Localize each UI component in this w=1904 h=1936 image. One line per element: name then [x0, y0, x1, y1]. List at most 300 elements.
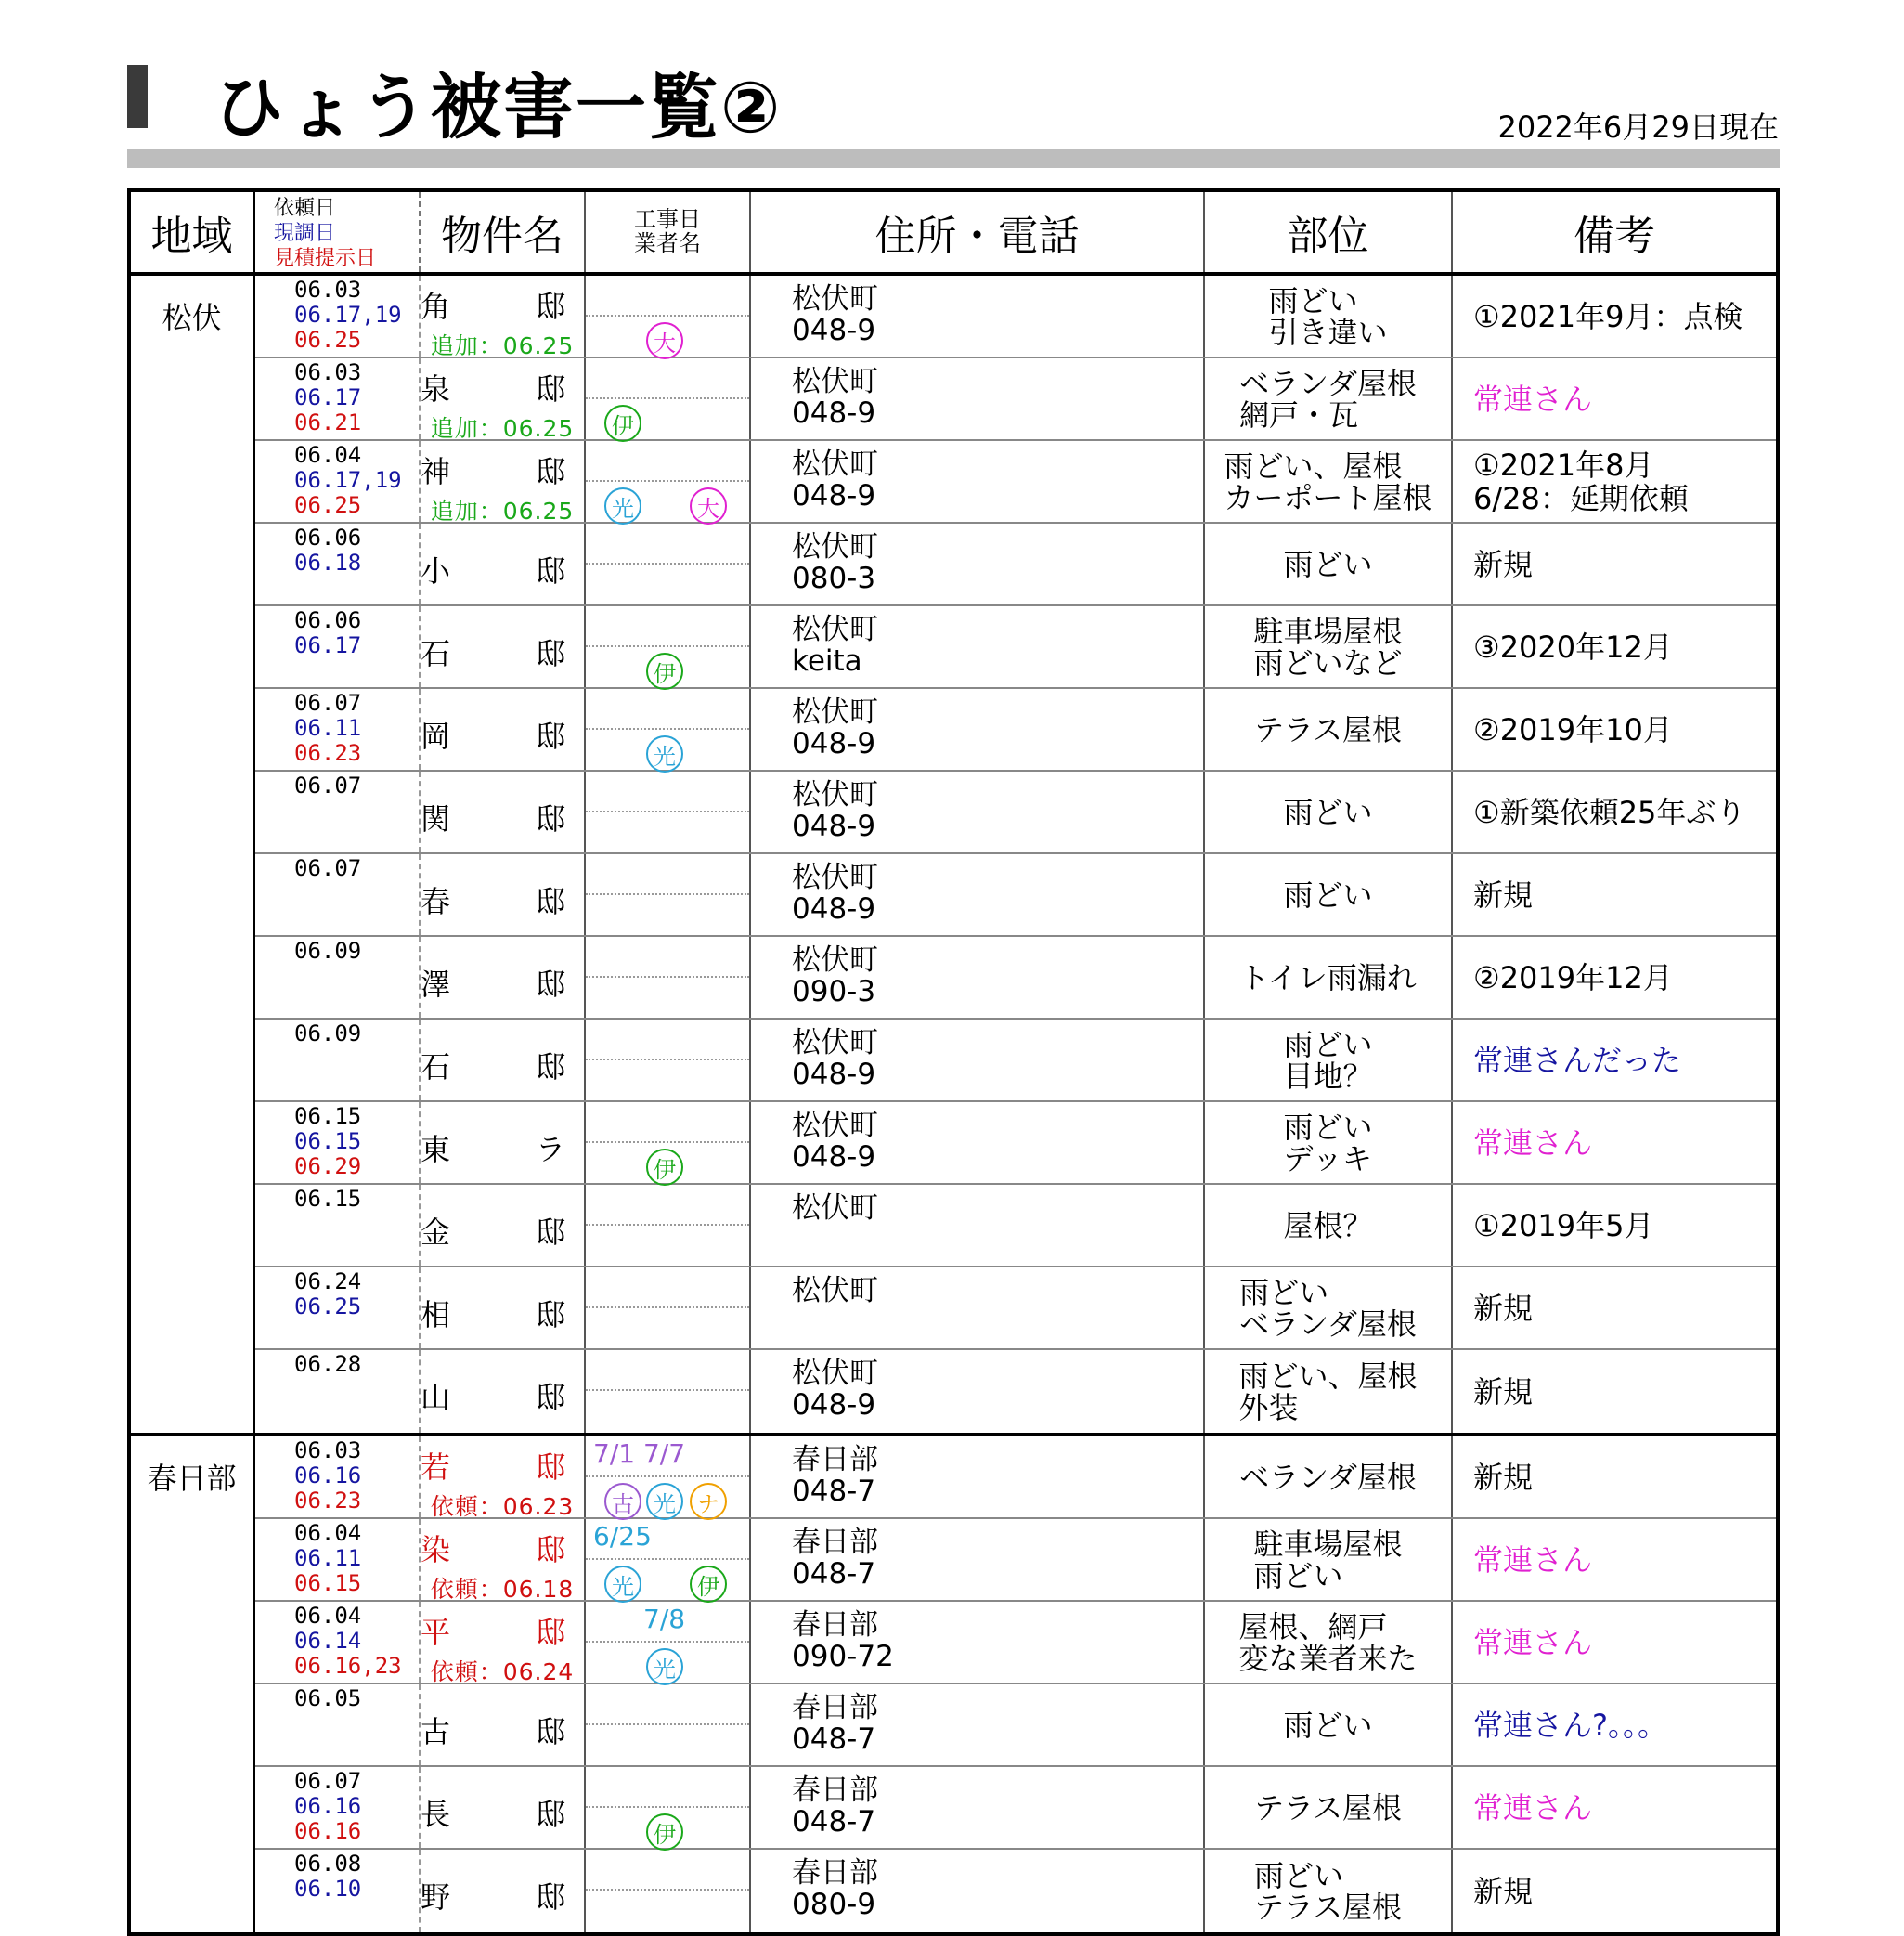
property-cell [421, 772, 594, 852]
part-cell [1205, 524, 1453, 604]
phone: 090-3 [792, 975, 876, 1008]
address-cell [751, 1185, 1205, 1266]
property-name: 小 邸 [421, 553, 594, 589]
property-cell [421, 1185, 594, 1266]
address-cell [751, 441, 1205, 522]
note-cell: ①2019年5月 [1473, 1207, 1654, 1243]
address-cell [751, 1267, 1205, 1348]
property-name: 野 邸 [421, 1879, 594, 1915]
request-date: 06.07 [294, 690, 362, 716]
date-cell [255, 524, 421, 604]
damaged-part: 雨どい、屋根 外装 [1238, 1358, 1418, 1425]
request-date: 06.04 [294, 1603, 362, 1629]
request-date: 06.06 [294, 525, 362, 551]
property-cell [421, 689, 594, 770]
table-row [255, 854, 1776, 937]
work-divider [586, 645, 749, 647]
property-name: 長 邸 [421, 1797, 594, 1832]
survey-date: 06.17,19 [294, 467, 402, 493]
table-row [255, 276, 1776, 358]
phone: 048-9 [792, 1388, 876, 1422]
property-subnote: 追加：06.25 [430, 498, 575, 525]
work-cell [586, 606, 751, 687]
address-cell [751, 1602, 1205, 1683]
note-cell: 新規 [1473, 1873, 1534, 1909]
property-name: 岡 邸 [421, 719, 594, 754]
survey-date: 06.11 [294, 1545, 362, 1571]
contractor-seals [586, 1066, 749, 1101]
damaged-part: 雨どい [1283, 1707, 1373, 1743]
request-date: 06.03 [294, 1437, 362, 1463]
table-row [255, 1767, 1776, 1850]
date-cell [255, 1267, 421, 1348]
part-cell [1205, 1102, 1453, 1183]
survey-date: 06.14 [294, 1628, 362, 1654]
address: 松伏町 [792, 1109, 878, 1142]
contractor-seal-icon: 光 [646, 1483, 683, 1520]
property-name: 神 邸 [421, 454, 594, 489]
contractor-seals [586, 1813, 749, 1849]
work-cell [586, 441, 751, 522]
estimate-date: 06.15 [294, 1570, 362, 1596]
area-rows [255, 276, 1776, 1433]
request-date: 06.03 [294, 359, 362, 385]
survey-date: 06.11 [294, 715, 362, 741]
property-subnote: 追加：06.25 [430, 415, 575, 442]
work-divider [586, 1723, 749, 1725]
work-cell [586, 772, 751, 852]
address-cell [751, 1020, 1205, 1100]
part-cell [1205, 854, 1453, 935]
note-cell: ②2019年10月 [1473, 711, 1673, 747]
table-row [255, 689, 1776, 772]
contractor-seal-icon: 光 [646, 1648, 683, 1685]
damaged-part: ベランダ屋根 [1239, 1459, 1417, 1495]
work-cell [586, 1684, 751, 1765]
address: 松伏町 [792, 1191, 878, 1225]
address: 松伏町 [792, 943, 878, 977]
address: 松伏町 [792, 530, 878, 564]
note-cell: ①2021年9月：点検 [1473, 298, 1743, 334]
estimate-date: 06.21 [294, 409, 362, 435]
work-cell [586, 937, 751, 1018]
date-cell [255, 1185, 421, 1266]
table-header [131, 192, 1776, 276]
as-of-date: 2022年6月29日現在 [1497, 110, 1779, 145]
contractor-seals [586, 405, 749, 440]
part-cell [1205, 1185, 1453, 1266]
table-row [255, 1436, 1776, 1519]
part-cell [1205, 1767, 1453, 1848]
contractor-seals [586, 322, 749, 357]
part-cell [1205, 1020, 1453, 1100]
contractor-seal-icon: 伊 [646, 1813, 683, 1851]
part-cell [1205, 772, 1453, 852]
survey-date: 06.17,19 [294, 302, 402, 328]
contractor-seal-icon: 大 [690, 487, 727, 525]
contractor-seals [586, 1566, 749, 1601]
contractor-seals [586, 983, 749, 1019]
header-part: 部位 [1205, 192, 1453, 272]
work-divider [586, 728, 749, 730]
table-row [255, 1267, 1776, 1350]
estimate-date: 06.23 [294, 740, 362, 766]
contractor-seals [586, 487, 749, 523]
phone: 048-7 [792, 1557, 876, 1591]
survey-date: 06.16 [294, 1462, 362, 1488]
property-cell [421, 1767, 594, 1848]
work-divider [586, 1059, 749, 1060]
work-cell [586, 358, 751, 439]
area-section [131, 276, 1776, 1436]
header-work-date: 工事日 [634, 206, 701, 232]
note-cell: 常連さん [1473, 1124, 1593, 1161]
request-date: 06.24 [294, 1268, 362, 1294]
date-cell [255, 1684, 421, 1765]
property-name: 角 邸 [421, 289, 594, 324]
estimate-date: 06.29 [294, 1153, 362, 1179]
work-cell [586, 1267, 751, 1348]
phone: 080-9 [792, 1888, 876, 1921]
date-cell [255, 1436, 421, 1517]
property-cell [421, 606, 594, 687]
note-cell: 常連さん [1473, 1624, 1593, 1660]
damaged-part: 雨どい [1283, 546, 1373, 582]
header-work [586, 192, 751, 272]
estimate-date: 06.25 [294, 492, 362, 518]
survey-date: 06.10 [294, 1876, 362, 1902]
damaged-part: 雨どい [1283, 794, 1373, 830]
date-cell [255, 276, 421, 357]
address: 春日部 [792, 1856, 878, 1890]
note-cell: 新規 [1473, 877, 1534, 913]
date-cell [255, 1102, 421, 1183]
address: 松伏町 [792, 1274, 878, 1307]
property-name: 関 邸 [421, 801, 594, 837]
property-name: 石 邸 [421, 636, 594, 671]
part-cell [1205, 358, 1453, 439]
address: 松伏町 [792, 861, 878, 894]
table-row [255, 358, 1776, 441]
address-cell [751, 606, 1205, 687]
address: 春日部 [792, 1526, 878, 1559]
note-cell: ①新築依頼25年ぶり [1473, 794, 1746, 830]
work-divider [586, 315, 749, 317]
address: 春日部 [792, 1443, 878, 1476]
address: 春日部 [792, 1608, 878, 1642]
property-cell [421, 1602, 594, 1685]
contractor-seal-icon: 伊 [646, 1149, 683, 1186]
survey-date: 06.15 [294, 1128, 362, 1154]
contractor-seal-icon: ナ [690, 1483, 727, 1520]
estimate-date: 06.25 [294, 327, 362, 353]
address-cell [751, 854, 1205, 935]
property-name: 澤 邸 [421, 967, 594, 1002]
work-divider [586, 976, 749, 978]
damaged-part: 屋根、網戸 変な業者来た [1238, 1608, 1418, 1676]
contractor-seal-icon: 光 [604, 1566, 641, 1603]
work-cell [586, 1185, 751, 1266]
address-cell [751, 1850, 1205, 1932]
damaged-part: テラス屋根 [1253, 1789, 1403, 1826]
contractor-seals [586, 1314, 749, 1349]
table-row [255, 937, 1776, 1020]
work-cell [586, 1436, 751, 1517]
contractor-seals [586, 1149, 749, 1184]
address: 松伏町 [792, 778, 878, 812]
work-divider [586, 893, 749, 895]
area-label: 松伏 [131, 276, 255, 1433]
address-cell [751, 1102, 1205, 1183]
work-divider [586, 1389, 749, 1391]
header-property: 物件名 [421, 192, 586, 272]
address: 春日部 [792, 1774, 878, 1807]
note-cell: 常連さん [1473, 1789, 1593, 1826]
request-date: 06.15 [294, 1103, 362, 1129]
page-title: ひょう被害一覧② [214, 66, 783, 149]
work-cell [586, 1020, 751, 1100]
work-divider [586, 480, 749, 482]
damage-table [127, 188, 1780, 1936]
date-cell [255, 1767, 421, 1848]
address: 松伏町 [792, 695, 878, 729]
date-cell [255, 358, 421, 439]
survey-date: 06.17 [294, 632, 362, 658]
table-row [255, 772, 1776, 854]
phone: 048-9 [792, 396, 876, 430]
damaged-part: テラス屋根 [1253, 711, 1403, 747]
date-cell [255, 1519, 421, 1600]
address-cell [751, 689, 1205, 770]
address: 松伏町 [792, 613, 878, 646]
table-row [255, 1602, 1776, 1684]
phone: 080-3 [792, 562, 876, 595]
part-cell [1205, 1684, 1453, 1765]
phone: 048-7 [792, 1805, 876, 1839]
phone: 048-9 [792, 314, 876, 347]
property-cell [421, 1102, 594, 1183]
survey-date: 06.16 [294, 1793, 362, 1819]
part-cell [1205, 1519, 1453, 1600]
header-dates [255, 192, 421, 272]
phone: 048-9 [792, 892, 876, 926]
contractor-seal-icon: 光 [646, 735, 683, 773]
header-note: 備考 [1574, 213, 1655, 260]
title-rule [127, 149, 1780, 168]
property-cell [421, 524, 594, 604]
contractor-seals [586, 1648, 749, 1683]
property-cell [421, 1519, 594, 1603]
contractor-seals [586, 1731, 749, 1766]
work-divider [586, 1306, 749, 1308]
table-row [255, 1350, 1776, 1433]
date-cell [255, 689, 421, 770]
note-cell: 常連さん [1473, 1541, 1593, 1578]
contractor-seal-icon: 伊 [646, 653, 683, 690]
work-divider [586, 1224, 749, 1226]
damaged-part: 雨どい [1283, 877, 1373, 913]
header-area: 地域 [131, 192, 255, 272]
table-body [131, 276, 1776, 1936]
damaged-part: トイレ雨漏れ [1239, 959, 1417, 995]
contractor-seal-icon: 伊 [604, 405, 641, 442]
address: 春日部 [792, 1691, 878, 1724]
address: 松伏町 [792, 448, 878, 481]
address: 松伏町 [792, 1026, 878, 1059]
damaged-part: 雨どい デッキ [1283, 1109, 1373, 1176]
phone: 048-9 [792, 810, 876, 843]
request-date: 06.07 [294, 1768, 362, 1794]
phone: 048-9 [792, 1140, 876, 1174]
request-date: 06.07 [294, 855, 362, 881]
note-cell: ①2021年8月 6/28：延期依頼 [1473, 447, 1689, 516]
contractor-seals [586, 901, 749, 936]
contractor-seals [586, 818, 749, 853]
phone: 090-72 [792, 1640, 894, 1673]
estimate-date: 06.16,23 [294, 1653, 402, 1679]
request-date: 06.06 [294, 607, 362, 633]
table-row [255, 1850, 1776, 1932]
note-cell: 新規 [1473, 1290, 1534, 1326]
survey-date: 06.18 [294, 550, 362, 576]
work-divider [586, 397, 749, 399]
property-name: 石 邸 [421, 1049, 594, 1085]
work-cell [586, 1602, 751, 1683]
note-cell: ②2019年12月 [1473, 959, 1673, 995]
request-date: 06.07 [294, 773, 362, 799]
contractor-seals [586, 735, 749, 771]
part-cell [1205, 689, 1453, 770]
request-date: 06.03 [294, 277, 362, 303]
property-cell [421, 1850, 594, 1932]
contractor-seal-icon: 伊 [690, 1566, 727, 1603]
contractor-seals [586, 1231, 749, 1267]
contractor-seals [586, 1896, 749, 1931]
work-date: 7/8 [643, 1604, 686, 1634]
table-row [255, 524, 1776, 606]
damaged-part: ベランダ屋根 網戸・瓦 [1239, 365, 1417, 433]
property-cell [421, 854, 594, 935]
property-name: 金 邸 [421, 1215, 594, 1250]
work-cell [586, 524, 751, 604]
property-subnote: 依頼：06.18 [430, 1576, 575, 1603]
contractor-seal-icon: 大 [646, 322, 683, 359]
header-contractor: 業者名 [634, 230, 701, 256]
work-cell [586, 689, 751, 770]
work-cell [586, 276, 751, 357]
work-cell [586, 1519, 751, 1600]
property-cell [421, 441, 594, 525]
work-divider [586, 1641, 749, 1643]
property-subnote: 依頼：06.24 [430, 1658, 575, 1685]
request-date: 06.04 [294, 442, 362, 468]
phone: 048-9 [792, 727, 876, 760]
date-cell [255, 1602, 421, 1683]
property-cell [421, 358, 594, 442]
work-divider [586, 1889, 749, 1891]
date-cell [255, 772, 421, 852]
note-cell: ③2020年12月 [1473, 629, 1673, 665]
area-section [131, 1436, 1776, 1936]
date-cell [255, 1350, 421, 1433]
table-row [255, 1102, 1776, 1185]
property-cell [421, 1436, 594, 1520]
address-cell [751, 276, 1205, 357]
property-name: 春 邸 [421, 884, 594, 919]
note-cell: 新規 [1473, 1373, 1534, 1410]
part-cell [1205, 1267, 1453, 1348]
damaged-part: 雨どい 目地？ [1283, 1026, 1373, 1094]
address-cell [751, 1436, 1205, 1517]
note-cell: 新規 [1473, 546, 1534, 582]
table-row [255, 441, 1776, 524]
phone: 048-7 [792, 1722, 876, 1756]
work-divider [586, 563, 749, 565]
request-date: 06.09 [294, 938, 362, 964]
address: 松伏町 [792, 282, 878, 316]
damaged-part: 雨どい 引き違い [1268, 282, 1388, 350]
damaged-part: 駐車場屋根 雨どい [1253, 1526, 1403, 1593]
title-marker [127, 65, 148, 128]
date-cell [255, 854, 421, 935]
date-cell [255, 441, 421, 522]
date-cell [255, 1850, 421, 1932]
table-row [255, 1684, 1776, 1767]
property-cell [421, 1267, 594, 1348]
request-date: 06.08 [294, 1851, 362, 1877]
survey-date: 06.17 [294, 384, 362, 410]
property-cell [421, 1684, 594, 1765]
survey-date: 06.25 [294, 1293, 362, 1319]
work-divider [586, 1475, 749, 1477]
part-cell [1205, 1436, 1453, 1517]
contractor-seal-icon: 光 [604, 487, 641, 525]
phone: 048-7 [792, 1475, 876, 1508]
address-cell [751, 358, 1205, 439]
phone: 048-9 [792, 1058, 876, 1091]
header-request-date: 依頼日 [274, 197, 336, 220]
part-cell [1205, 1602, 1453, 1683]
contractor-seal-icon: 古 [604, 1483, 641, 1520]
area-rows [255, 1436, 1776, 1932]
phone: keita [792, 644, 862, 678]
area-label: 春日部 [131, 1436, 255, 1932]
date-cell [255, 1020, 421, 1100]
table-row [255, 1020, 1776, 1102]
work-divider [586, 1141, 749, 1143]
property-name: 相 邸 [421, 1297, 594, 1332]
work-cell [586, 1850, 751, 1932]
estimate-date: 06.16 [294, 1818, 362, 1844]
property-subnote: 依頼：06.23 [430, 1493, 575, 1520]
property-name: 染 邸 [421, 1532, 594, 1567]
work-cell [586, 1350, 751, 1433]
property-name: 泉 邸 [421, 371, 594, 407]
address: 松伏町 [792, 365, 878, 398]
request-date: 06.04 [294, 1520, 362, 1546]
contractor-seals [586, 1397, 749, 1432]
part-cell [1205, 276, 1453, 357]
header-estimate-date: 見積提示日 [274, 247, 377, 270]
note-cell: 新規 [1473, 1459, 1534, 1495]
work-cell [586, 1102, 751, 1183]
request-date: 06.15 [294, 1186, 362, 1212]
table-row [255, 1519, 1776, 1602]
work-cell [586, 854, 751, 935]
address-cell [751, 772, 1205, 852]
property-name: 山 邸 [421, 1380, 594, 1415]
part-cell [1205, 1850, 1453, 1932]
